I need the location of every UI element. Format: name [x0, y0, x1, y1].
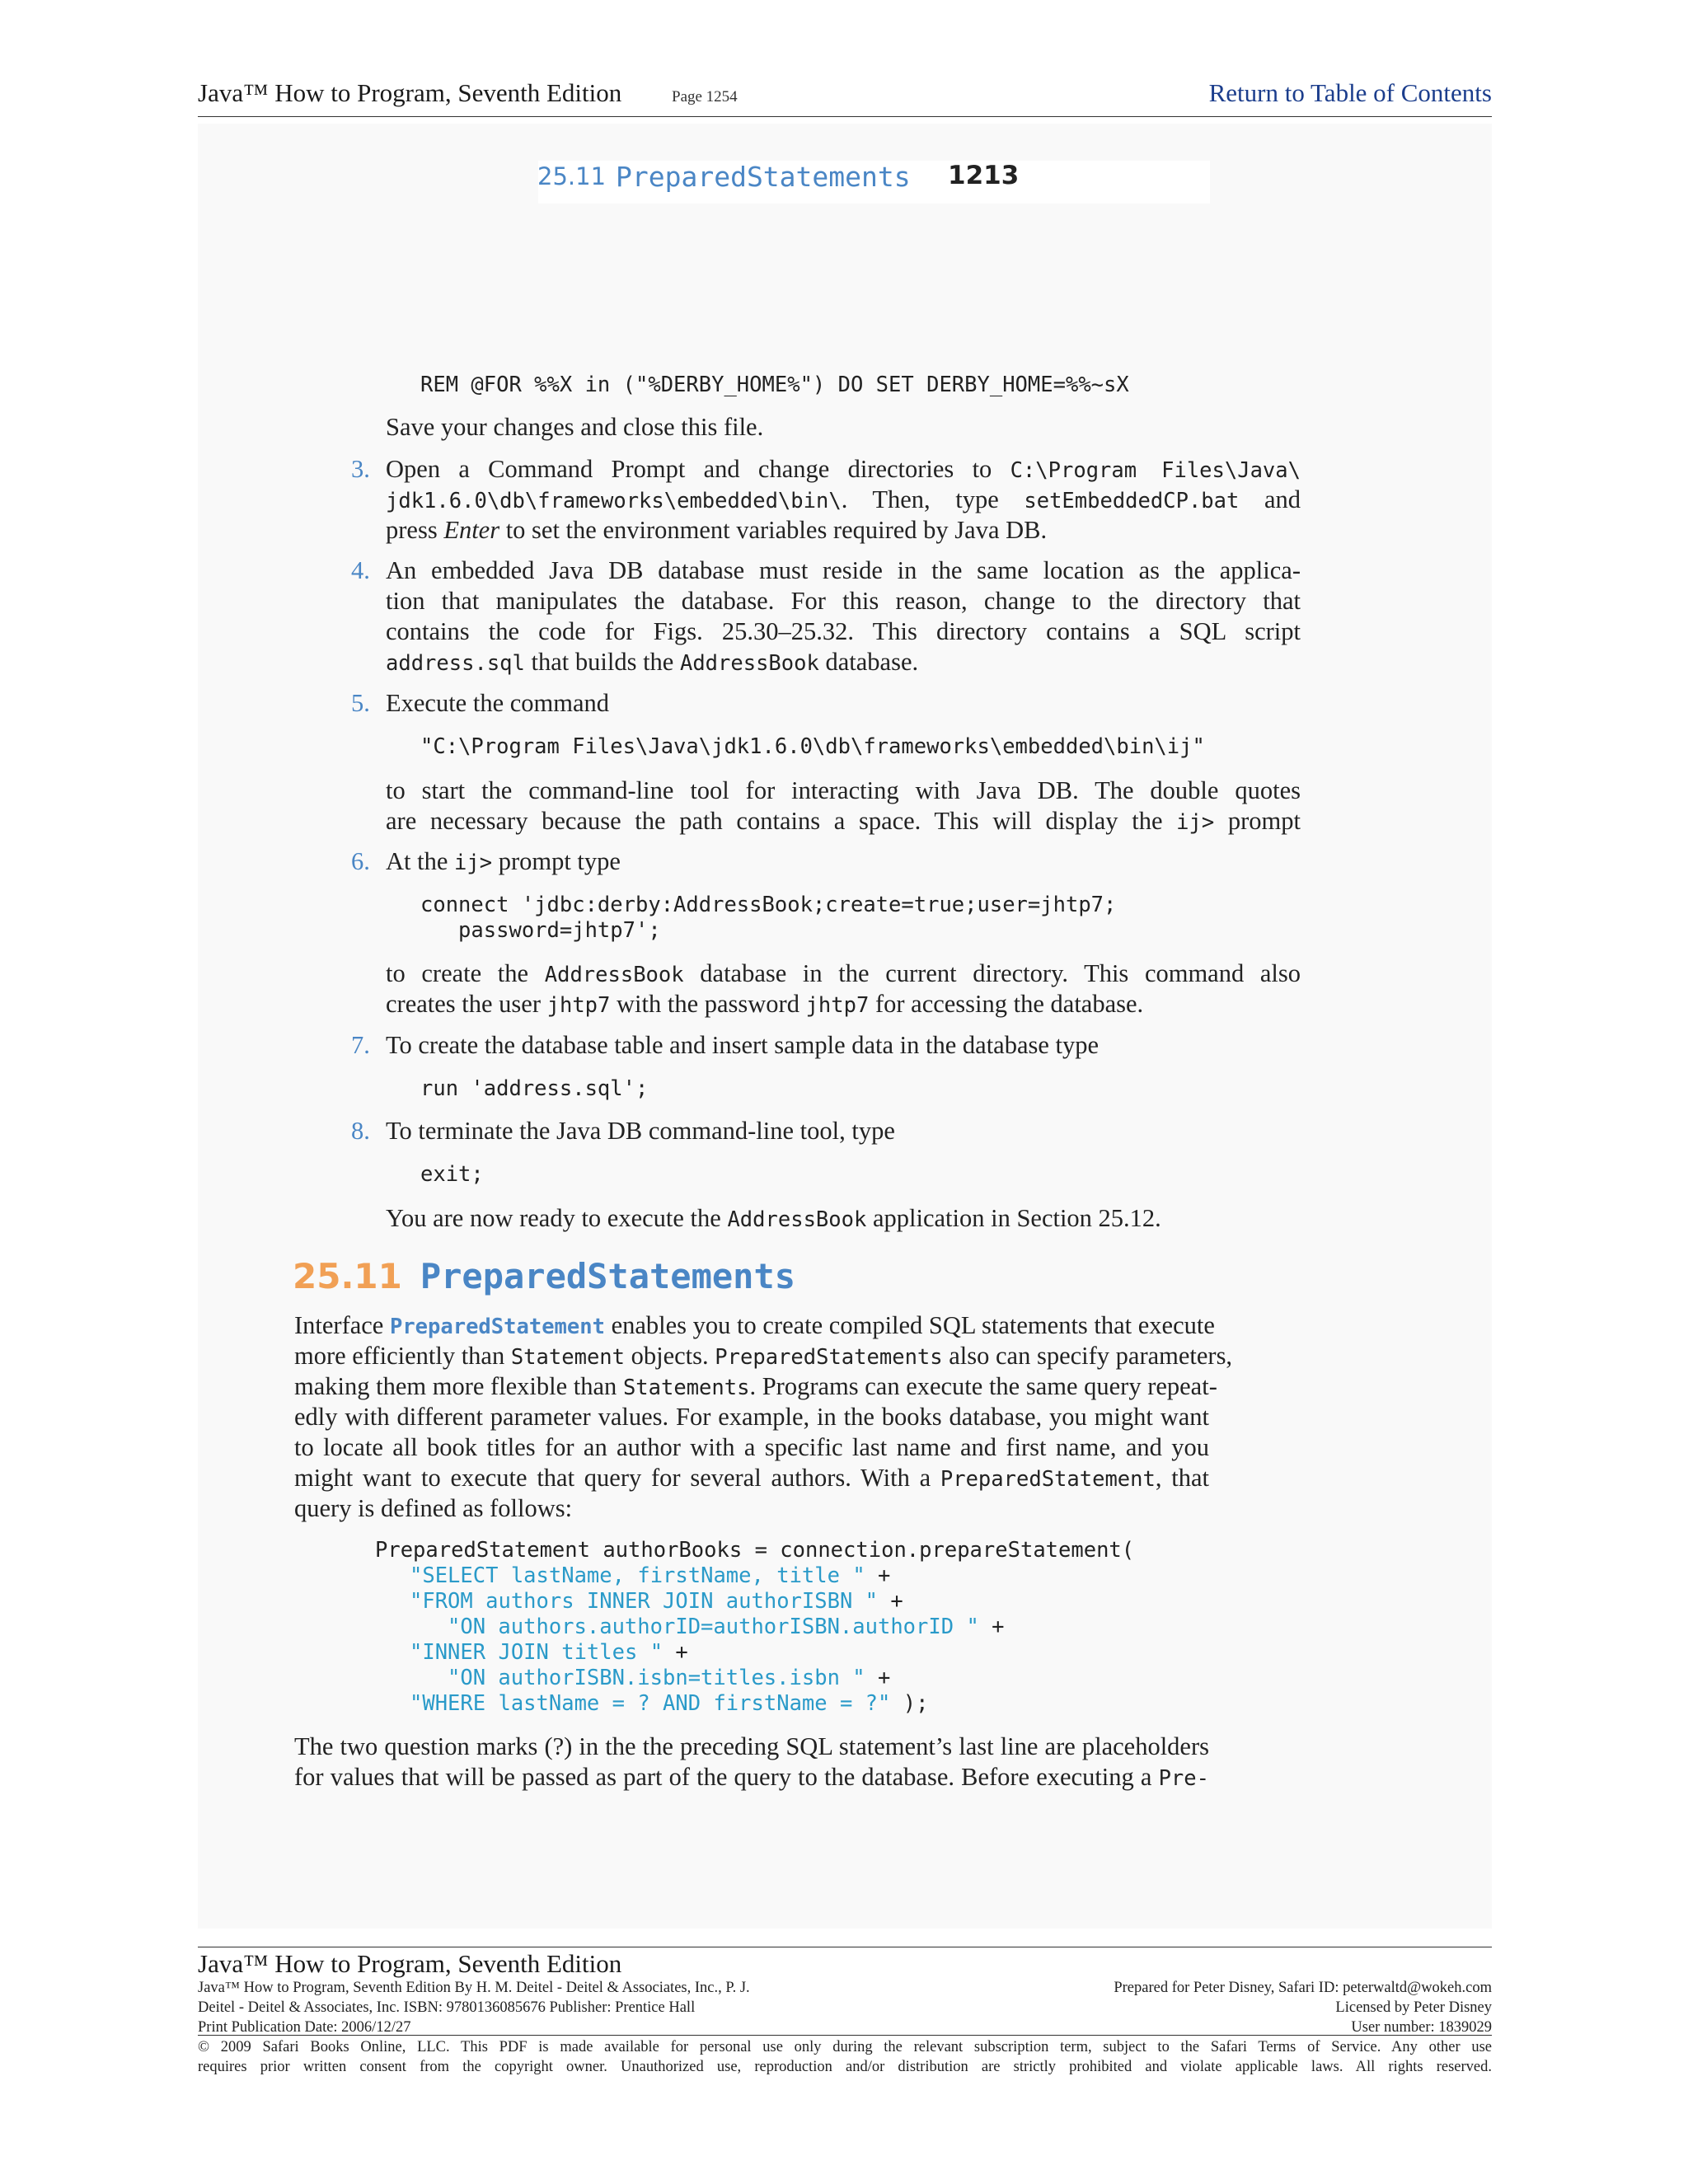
step-5-line-2: to start the command-line tool for interacting with Java DB. The double quotes	[386, 776, 1301, 804]
header-book-title: Java™ How to Program, Seventh Edition	[198, 78, 622, 107]
header-divider	[198, 116, 1492, 117]
section-heading-title: PreparedStatements	[420, 1256, 796, 1296]
step-5-line-3: are necessary because the path contains a space. This will display the ij> prompt	[386, 807, 1301, 835]
para-2-line-2: for values that will be passed as part of the query to the database. Before executing a Pre-	[294, 1763, 1209, 1791]
para-1-line-5: to locate all book titles for an author with a specific last name and first name, and you	[294, 1433, 1209, 1461]
section-heading-number: 25.11	[293, 1256, 402, 1296]
ready-text: You are now ready to execute the AddressBook application in Section 25.12.	[386, 1204, 1161, 1232]
step-8-code: exit;	[420, 1162, 484, 1187]
step-8-line-1: To terminate the Java DB command-line tool, type	[386, 1117, 895, 1145]
step-3-number: 3.	[351, 455, 370, 483]
footer-right-line-3: User number: 1839029	[1351, 2019, 1492, 2036]
para-1-line-2: more efficiently than Statement objects. PreparedStatements also can specify parameters,	[294, 1342, 1233, 1370]
step-5-number: 5.	[351, 689, 370, 717]
para-1-line-3: making them more flexible than Statements. Programs can execute the same query repeat-	[294, 1372, 1217, 1400]
step-3-line-3: press Enter to set the environment variables required by Java DB.	[386, 516, 1048, 544]
code-line-7: "WHERE lastName = ? AND firstName = ?" );	[410, 1691, 929, 1716]
step-4-line-1: An embedded Java DB database must reside in the same location as the applica-	[386, 556, 1301, 584]
footer-copyright-line-1: © 2009 Safari Books Online, LLC. This PDF is made available for personal use only during the relevant subscription term, subject to the Safari Terms of Service. Any other use	[198, 2039, 1492, 2055]
step-4-line-3: contains the code for Figs. 25.30–25.32. This directory contains a SQL script	[386, 617, 1301, 645]
running-head-page-number: 1213	[948, 161, 1020, 190]
para-1-line-6: might want to execute that query for several authors. With a PreparedStatement, that	[294, 1464, 1209, 1492]
para-1-line-4: edly with different parameter values. For example, in the books database, you might want	[294, 1403, 1209, 1431]
footer-right-line-1: Prepared for Peter Disney, Safari ID: peterwaltd@wokeh.com	[1114, 1980, 1492, 1996]
code-line-4: "ON authors.authorID=authorISBN.authorID " +	[448, 1615, 1005, 1639]
section-heading	[293, 1256, 796, 1296]
footer-left-line-3: Print Publication Date: 2006/12/27	[198, 2019, 411, 2036]
step-6-line-3: creates the user jhtp7 with the password jhtp7 for accessing the database.	[386, 990, 1144, 1018]
step-3-line-1: Open a Command Prompt and change directories to C:\Program Files\Java\	[386, 455, 1301, 483]
footer-book-title: Java™ How to Program, Seventh Edition	[198, 1949, 622, 1978]
step-7-line-1: To create the database table and insert sample data in the database type	[386, 1031, 1100, 1059]
step-6-code-1: connect 'jdbc:derby:AddressBook;create=true;user=jhtp7;	[420, 893, 1117, 917]
step-7-number: 7.	[351, 1031, 370, 1059]
header-page-label: Page 1254	[672, 88, 738, 105]
para-1-line-1: Interface PreparedStatement enables you to create compiled SQL statements that execute	[294, 1311, 1215, 1339]
rem-code-line: REM @FOR %%X in ("%DERBY_HOME%") DO SET DERBY_HOME=%%~sX	[420, 373, 1129, 397]
step-6-number: 6.	[351, 847, 370, 875]
return-to-toc-link[interactable]: Return to Table of Contents	[1208, 78, 1492, 107]
step-6-code-2: password=jhtp7';	[420, 918, 661, 943]
step-6-line-1: At the ij> prompt type	[386, 847, 621, 875]
step-3-line-2: jdk1.6.0\db\frameworks\embedded\bin\. Then, type setEmbeddedCP.bat and	[386, 485, 1301, 513]
code-line-6: "ON authorISBN.isbn=titles.isbn " +	[448, 1666, 891, 1690]
save-changes-text: Save your changes and close this file.	[386, 413, 764, 441]
footer-right-line-2: Licensed by Peter Disney	[1335, 1999, 1492, 2016]
step-4-line-2: tion that manipulates the database. For this reason, change to the directory that	[386, 587, 1301, 615]
footer-copyright-line-2: requires prior written consent from the copyright owner. Unauthorized use, reproduction and/or distribution are strictly prohibited and violate applicable laws. All rights reserved.	[198, 2059, 1492, 2075]
step-5-line-1: Execute the command	[386, 689, 610, 717]
footer-left-line-2: Deitel - Deitel & Associates, Inc. ISBN: 9780136085676 Publisher: Prentice Hall	[198, 1999, 696, 2016]
step-6-line-2: to create the AddressBook database in the current directory. This command also	[386, 959, 1301, 987]
step-5-code: "C:\Program Files\Java\jdk1.6.0\db\frameworks\embedded\bin\ij"	[420, 734, 1205, 759]
running-head-section-number: 25.11	[537, 162, 607, 190]
step-4-number: 4.	[351, 556, 370, 584]
para-1-line-7: query is defined as follows:	[294, 1494, 573, 1522]
footer-left-line-1: Java™ How to Program, Seventh Edition By H. M. Deitel - Deitel & Associates, Inc., P. J.	[198, 1980, 750, 1996]
step-8-number: 8.	[351, 1117, 370, 1145]
para-2-line-1: The two question marks (?) in the the preceding SQL statement’s last line are placeholders	[294, 1732, 1209, 1760]
code-line-1: PreparedStatement authorBooks = connection.prepareStatement(	[375, 1538, 1135, 1563]
code-line-3: "FROM authors INNER JOIN authorISBN " +	[410, 1589, 903, 1614]
step-4-line-4: address.sql that builds the AddressBook database.	[386, 648, 919, 676]
step-7-code: run 'address.sql';	[420, 1076, 649, 1101]
running-head-section-title: PreparedStatements	[616, 161, 911, 193]
code-line-5: "INNER JOIN titles " +	[410, 1640, 688, 1665]
footer-divider-middle	[198, 2035, 1492, 2036]
code-line-2: "SELECT lastName, firstName, title " +	[410, 1563, 891, 1588]
